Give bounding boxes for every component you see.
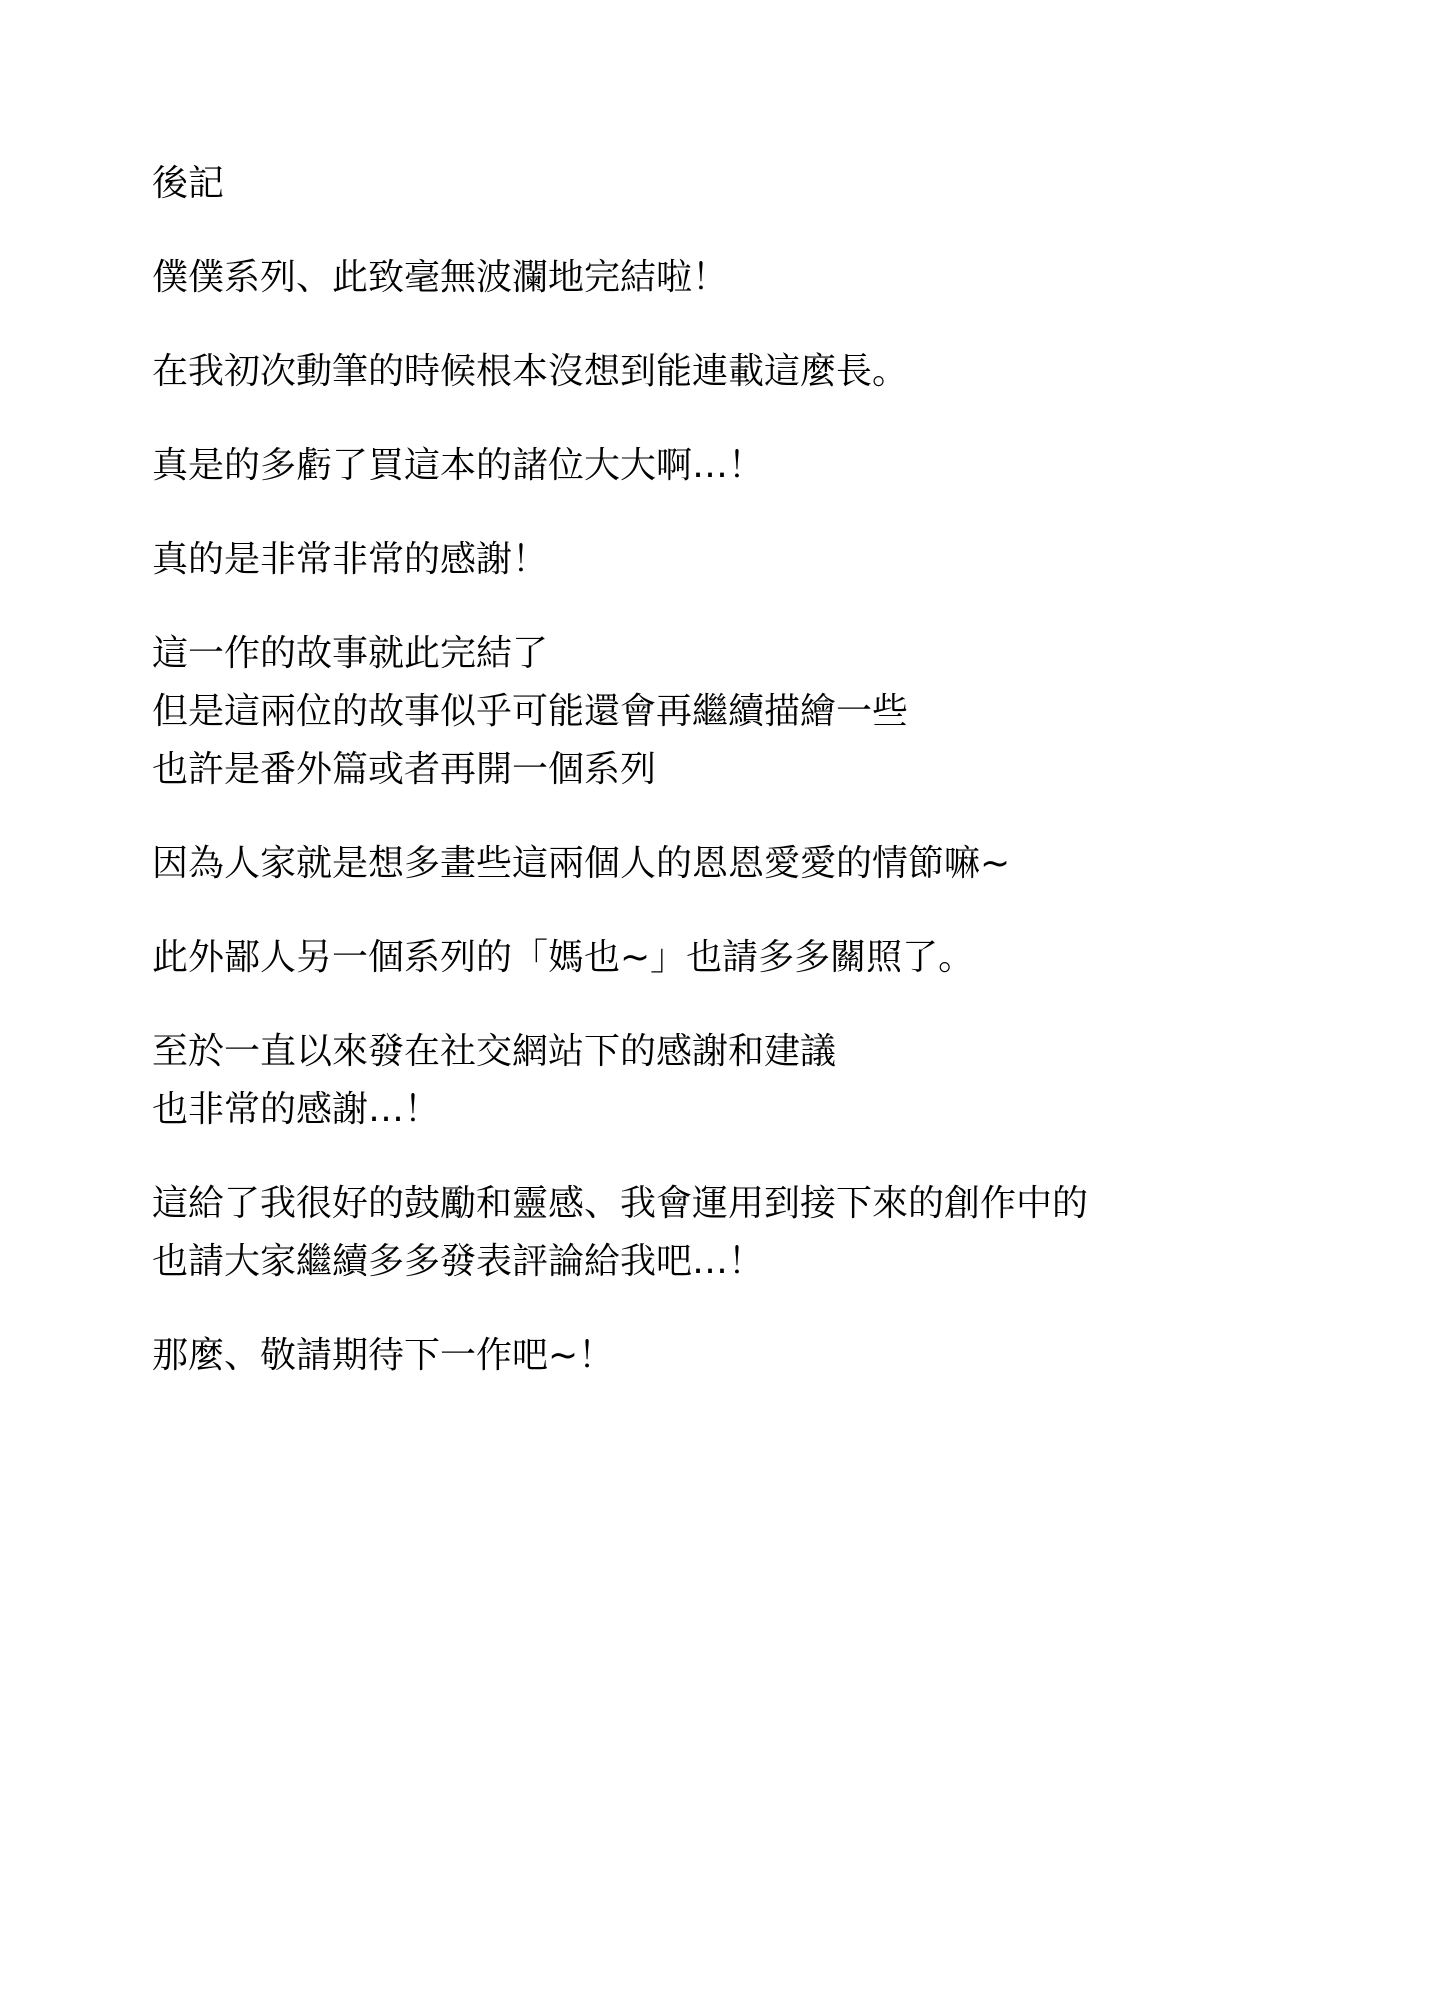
paragraph [152, 835, 1352, 893]
text-line: 真的是非常非常的感謝！ [152, 539, 549, 580]
paragraph [152, 625, 1352, 799]
text-line: 僕僕系列、此致毫無波瀾地完結啦！ [152, 257, 729, 298]
text-line: 那麼、敬請期待下一作吧~！ [152, 1335, 615, 1376]
text-line: 至於一直以來發在社交網站下的感謝和建議 [152, 1031, 837, 1072]
text-line: 也非常的感謝…！ [152, 1089, 441, 1130]
afterword-text [152, 155, 1352, 1421]
paragraph [152, 437, 1352, 495]
text-line: 也請大家繼續多多發表評論給我吧…！ [152, 1241, 765, 1282]
text-line: 也許是番外篇或者再開一個系列 [152, 749, 657, 790]
paragraph [152, 1023, 1352, 1139]
paragraph [152, 531, 1352, 589]
paragraph [152, 343, 1352, 401]
afterword-title: 後記 [152, 163, 225, 204]
text-line: 在我初次動筆的時候根本沒想到能連載這麼長。 [152, 351, 909, 392]
paragraph [152, 929, 1352, 987]
text-line: 因為人家就是想多畫些這兩個人的恩恩愛愛的情節嘛~ [152, 843, 1011, 884]
text-line: 此外鄙人另一個系列的「媽也~」也請多多關照了。 [152, 937, 975, 978]
paragraph [152, 249, 1352, 307]
text-line: 這給了我很好的鼓勵和靈感、我會運用到接下來的創作中的 [152, 1183, 1089, 1224]
text-line: 真是的多虧了買這本的諸位大大啊…！ [152, 445, 765, 486]
paragraph [152, 1327, 1352, 1385]
text-line: 這一作的故事就此完結了 [152, 633, 549, 674]
text-line: 但是這兩位的故事似乎可能還會再繼續描繪一些 [152, 691, 909, 732]
paragraph [152, 1175, 1352, 1291]
